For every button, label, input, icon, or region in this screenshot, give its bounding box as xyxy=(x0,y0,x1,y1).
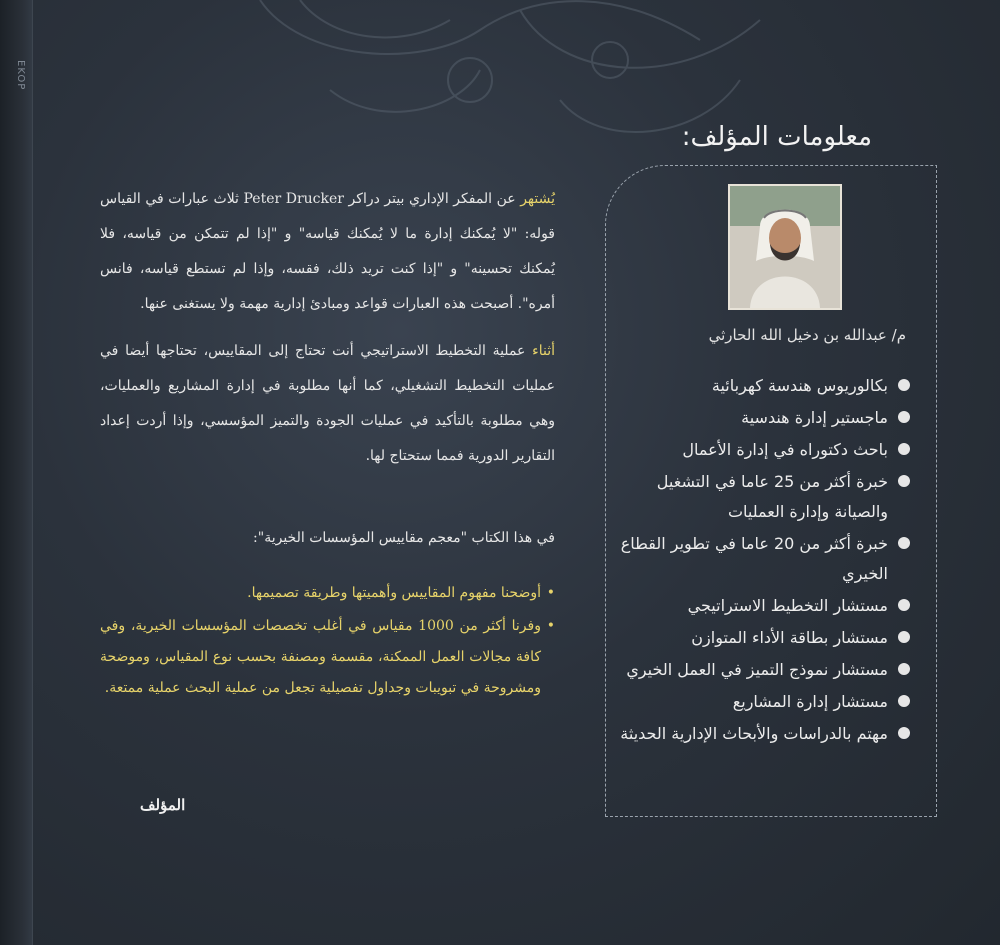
bullet-icon xyxy=(898,411,910,423)
bullet-icon xyxy=(898,663,910,675)
bullet-icon xyxy=(898,695,910,707)
book-point: • أوضحنا مفهوم المقاييس وأهميتها وطريقة تصميمها. xyxy=(100,578,555,609)
qualification-item: بكالوريوس هندسة كهربائية xyxy=(620,371,910,401)
bullet-icon xyxy=(898,475,910,487)
author-portrait-icon xyxy=(730,186,840,308)
author-heading: معلومات المؤلف: xyxy=(681,122,872,152)
qualification-item: مستشار بطاقة الأداء المتوازن xyxy=(620,623,910,653)
bullet-icon: • xyxy=(546,618,555,634)
intro-lead-2: أثناء xyxy=(532,343,555,359)
qualification-item: مهتم بالدراسات والأبحاث الإدارية الحديثة xyxy=(620,719,910,749)
qualifications-list xyxy=(620,371,910,751)
qualification-item: مستشار التخطيط الاستراتيجي xyxy=(620,591,910,621)
qualification-item: خبرة أكثر من 25 عاما في التشغيل والصيانة وإدارة العمليات xyxy=(620,467,910,527)
book-points-list xyxy=(100,578,555,706)
qualification-item: ماجستير إدارة هندسية xyxy=(620,403,910,433)
bullet-icon xyxy=(898,537,910,549)
bullet-icon xyxy=(898,599,910,611)
intro-paragraph-1 xyxy=(100,182,555,322)
bullet-icon xyxy=(898,631,910,643)
bullet-icon xyxy=(898,443,910,455)
qualification-item: باحث دكتوراه في إدارة الأعمال xyxy=(620,435,910,465)
qualification-item: خبرة أكثر من 20 عاما في تطوير القطاع الخيري xyxy=(620,529,910,589)
qualification-item: مستشار نموذج التميز في العمل الخيري xyxy=(620,655,910,685)
bullet-icon xyxy=(898,379,910,391)
author-signature: المؤلف xyxy=(140,796,186,814)
bullet-icon: • xyxy=(546,585,555,601)
intro-lead-1: يُشتهر xyxy=(520,191,555,207)
book-point: • وفرنا أكثر من 1000 مقياس في أغلب تخصصات المؤسسات الخيرية، وفي كافة مجالات العمل الممكنة، مقسمة ومصنفة بحسب نوع المقياس، وموضحة ومشروحة في تبويبات وجداول تفصيلية تجعل من عملية البحث عملية ممتعة. xyxy=(100,611,555,704)
intro-body-1: عن المفكر الإداري بيتر دراكر Peter Drucker ثلاث عبارات في القياس قوله: "لا يُمكنك إدارة ما لا يُمكنك قياسه" و "إذا لم تتمكن من قياسه، فلا يُمكنك تحسينه" و "إذا كنت تريد ذلك، فقسه، وإذا لم تستطع قياسه، فانس أمره". أصبحت هذه العبارات قواعد ومبادئ إدارية مهمة ولا يستغنى عنها. xyxy=(100,191,555,312)
bullet-icon xyxy=(898,727,910,739)
author-panel xyxy=(605,165,937,817)
book-spine xyxy=(0,0,33,945)
intro-body-2: عملية التخطيط الاستراتيجي أنت تحتاج إلى المقاييس، تحتاجها أيضا في عمليات التخطيط التشغيلي، كما أنها مطلوبة في إدارة المشاريع والعمليات، وهي مطلوبة بالتأكيد في عمليات الجودة والتميز المؤسسي، وإذا أردت إعداد التقارير الدورية فمما ستحتاج لها. xyxy=(100,343,555,464)
author-photo xyxy=(728,184,842,310)
qualification-item: مستشار إدارة المشاريع xyxy=(620,687,910,717)
author-name: م/ عبدالله بن دخيل الله الحارثي xyxy=(708,326,906,344)
intro-text xyxy=(100,182,555,486)
spine-text: EKOP xyxy=(15,60,26,91)
intro-paragraph-2 xyxy=(100,334,555,474)
book-intro-line: في هذا الكتاب "معجم مقاييس المؤسسات الخيرية": xyxy=(253,530,555,546)
